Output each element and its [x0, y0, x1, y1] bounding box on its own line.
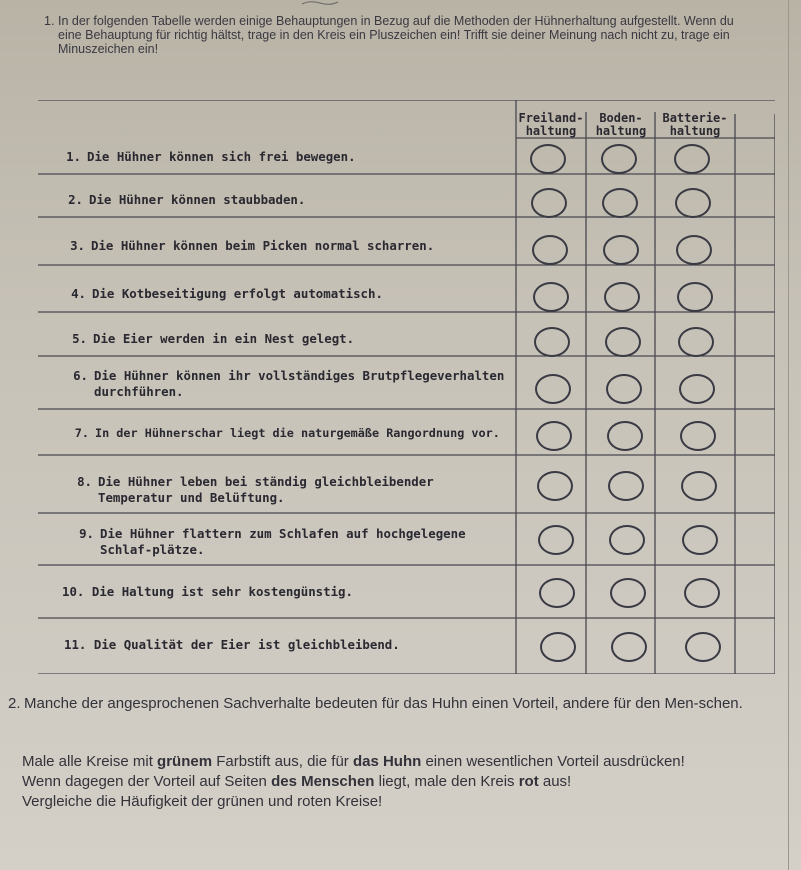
statement-number: 10. — [62, 584, 85, 599]
answer-circle-r8-boden[interactable] — [608, 471, 644, 501]
answer-circle-r8-batterie[interactable] — [681, 471, 717, 501]
statement-number: 3. — [70, 238, 85, 253]
answer-circle-r2-freiland[interactable] — [531, 188, 567, 218]
answer-circle-r9-freiland[interactable] — [538, 525, 574, 555]
statement-row-3 — [70, 238, 511, 254]
answer-circle-r4-freiland[interactable] — [533, 282, 569, 312]
answer-circle-r10-boden[interactable] — [610, 578, 646, 608]
statement-row-2 — [68, 192, 509, 208]
answer-circle-r11-batterie[interactable] — [685, 632, 721, 662]
answer-circle-r4-batterie[interactable] — [677, 282, 713, 312]
statement-text: Die Hühner können ihr vollständiges Brutpflegeverhalten durchführen. — [94, 368, 505, 399]
instruction-text: Male alle Kreise mit — [22, 753, 158, 770]
answer-circle-r7-batterie[interactable] — [680, 421, 716, 451]
answer-circle-r11-freiland[interactable] — [540, 632, 576, 662]
page-edge — [788, 0, 789, 870]
answer-circle-r7-freiland[interactable] — [536, 421, 572, 451]
instruction-line-2 — [22, 772, 792, 792]
answer-circle-r10-freiland[interactable] — [539, 578, 575, 608]
statement-row-7 — [74, 425, 515, 441]
answer-circle-r8-freiland[interactable] — [537, 471, 573, 501]
statement-row-8 — [77, 474, 508, 506]
answer-circle-r5-batterie[interactable] — [678, 327, 714, 357]
answer-circle-r11-boden[interactable] — [611, 632, 647, 662]
statement-number: 6. — [73, 368, 88, 383]
exercise-1-text: In der folgenden Tabelle werden einige Behauptungen in Bezug auf die Methoden der Hühnerhaltung aufgestellt. Wenn du eine Behauptung für richtig hältst, trage in den Kreis ein Pluszeichen ein! Trifft sie deiner Meinung nach nicht zu, trage ein Minuszeichen ein! — [58, 14, 734, 56]
instruction-text: aus! — [538, 773, 572, 790]
col-head-freiland — [512, 112, 590, 138]
answer-circle-r2-boden[interactable] — [602, 188, 638, 218]
answer-circle-r7-boden[interactable] — [607, 421, 643, 451]
answer-circle-r2-batterie[interactable] — [675, 188, 711, 218]
statement-text: In der Hühnerschar liegt die naturgemäße Rangordnung vor. — [95, 426, 500, 440]
statement-row-9 — [79, 526, 500, 558]
answer-circle-r3-batterie[interactable] — [676, 235, 712, 265]
answer-circle-r3-freiland[interactable] — [532, 235, 568, 265]
statement-number: 5. — [72, 331, 87, 346]
answer-circle-r1-batterie[interactable] — [674, 144, 710, 174]
statement-text: Die Hühner können staubbaden. — [89, 192, 306, 207]
statement-table — [38, 100, 775, 674]
statement-text: Die Qualität der Eier ist gleichbleibend. — [93, 637, 400, 652]
col-head-freiland-line2: haltung — [525, 124, 577, 138]
answer-circle-r6-boden[interactable] — [606, 374, 642, 404]
instruction-text: Farbstift aus, die für — [212, 753, 353, 770]
col-head-batterie-line1: Batterie- — [662, 111, 728, 125]
instruction-text: Wenn dagegen der Vorteil auf Seiten — [22, 773, 272, 790]
col-head-batterie — [650, 112, 740, 138]
instruction-text: liegt, male den Kreis — [374, 773, 519, 790]
statement-number: 11. — [64, 637, 87, 652]
instruction-line-1 — [22, 752, 792, 772]
answer-circle-r1-freiland[interactable] — [530, 144, 566, 174]
statement-number: 1. — [66, 149, 81, 164]
instruction-emphasis-human: des Menschen — [271, 773, 375, 790]
exercise-1-number: 1. — [44, 14, 55, 28]
instruction-emphasis-green: grünem — [157, 753, 213, 770]
statement-text: Die Hühner leben bei ständig gleichbleibender Temperatur und Belüftung. — [98, 474, 434, 505]
answer-circle-r10-batterie[interactable] — [684, 578, 720, 608]
statement-text: Die Kotbeseitigung erfolgt automatisch. — [92, 286, 383, 301]
answer-circle-r6-batterie[interactable] — [679, 374, 715, 404]
statement-row-10 — [62, 584, 502, 600]
exercise-2-text: Manche der angesprochenen Sachverhalte bedeuten für das Huhn einen Vorteil, andere für den Men-schen. — [24, 695, 743, 712]
col-head-boden-line1: Boden- — [599, 111, 643, 125]
statement-number: 8. — [77, 474, 92, 489]
col-head-boden-line2: haltung — [595, 124, 647, 138]
statement-text: Die Eier werden in ein Nest gelegt. — [93, 331, 355, 346]
instruction-text: einen wesentlichen Vorteil ausdrücken! — [421, 753, 685, 770]
statement-row-4 — [71, 286, 512, 302]
answer-circle-r3-boden[interactable] — [603, 235, 639, 265]
col-head-freiland-line1: Freiland- — [518, 111, 584, 125]
statement-row-1 — [66, 149, 507, 165]
statement-number: 2. — [68, 192, 83, 207]
answer-circle-r4-boden[interactable] — [604, 282, 640, 312]
statement-number: 9. — [79, 526, 94, 541]
statement-row-6 — [73, 368, 514, 400]
answer-circle-r5-boden[interactable] — [605, 327, 641, 357]
answer-circle-r5-freiland[interactable] — [534, 327, 570, 357]
answer-circle-r6-freiland[interactable] — [535, 374, 571, 404]
statement-text: Die Hühner können beim Picken normal scharren. — [91, 238, 435, 253]
answer-circle-r9-boden[interactable] — [609, 525, 645, 555]
instruction-emphasis-hen: das Huhn — [352, 753, 422, 770]
statement-number: 4. — [71, 286, 86, 301]
col-head-batterie-line2: haltung — [669, 124, 721, 138]
instruction-emphasis-red: rot — [518, 773, 539, 790]
pencil-mark — [300, 0, 340, 6]
statement-text: Die Hühner flattern zum Schlafen auf hochgelegene Schlaf-plätze. — [100, 526, 466, 557]
exercise-2-instructions — [22, 752, 792, 812]
statement-text: Die Haltung ist sehr kostengünstig. — [91, 584, 353, 599]
answer-circle-r9-batterie[interactable] — [682, 525, 718, 555]
instruction-line-3: Vergleiche die Häufigkeit der grünen und roten Kreise! — [22, 793, 383, 810]
statement-row-5 — [72, 331, 513, 347]
statement-number: 7. — [74, 426, 89, 440]
col-head-boden — [584, 112, 658, 138]
statement-text: Die Hühner können sich frei bewegen. — [87, 149, 356, 164]
answer-circle-r1-boden[interactable] — [601, 144, 637, 174]
statement-row-11 — [64, 637, 504, 653]
exercise-2-number: 2. — [8, 695, 21, 712]
